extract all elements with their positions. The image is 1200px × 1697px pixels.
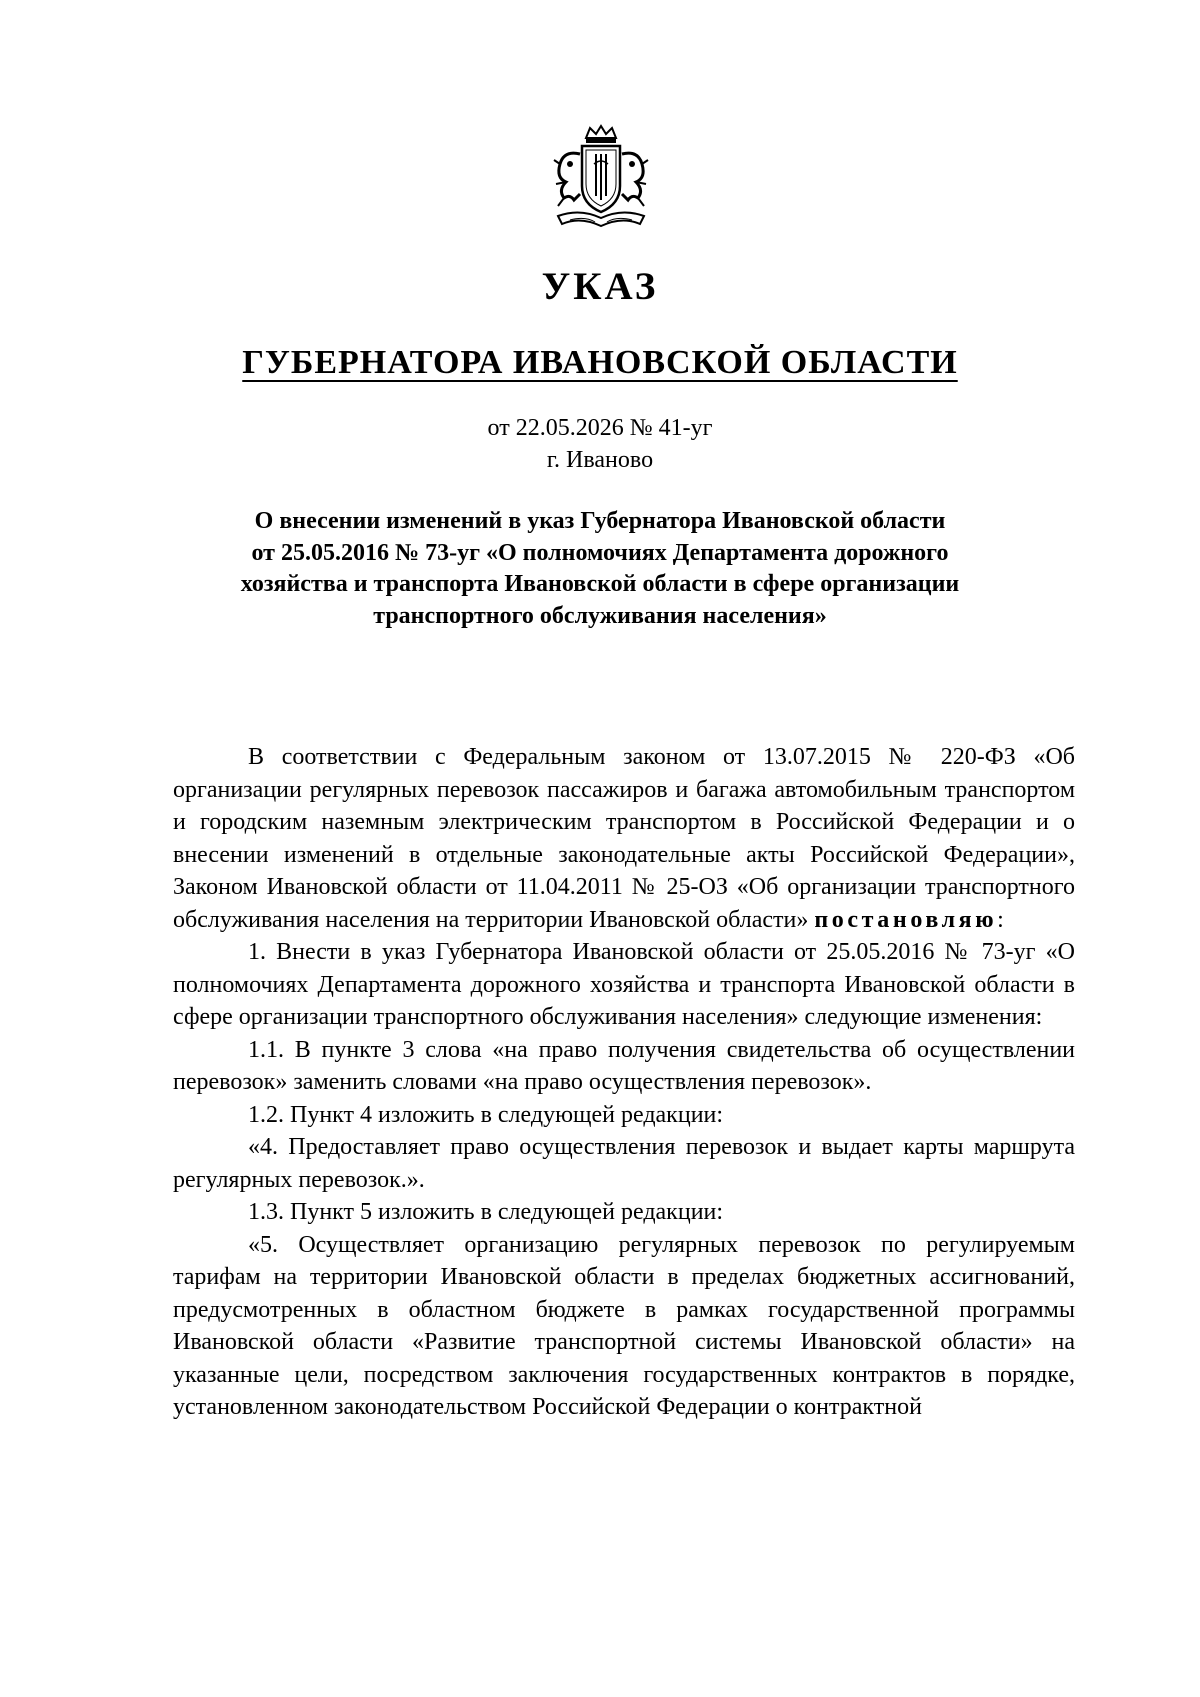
heading-line: от 25.05.2016 № 73-уг «О полномочиях Департамента дорожного — [251, 539, 949, 566]
heading-line: хозяйства и транспорта Ивановской области в сфере организации — [240, 571, 960, 597]
decree-word-suffix: : — [997, 906, 1004, 933]
decree-word: постановляю — [814, 906, 998, 933]
heading-line: транспортного обслуживания населения» — [373, 602, 827, 629]
decree-title: УКАЗ — [541, 265, 659, 308]
decree-place: г. Иваново — [546, 447, 654, 473]
issuer-title: ГУБЕРНАТОРА ИВАНОВСКОЙ ОБЛАСТИ — [242, 344, 958, 381]
decree-body — [173, 741, 1075, 1424]
item-paragraph: 1. Внести в указ Губернатора Ивановской области от 25.05.2016 № 73-уг «О полномочиях Департамента дорожного хозяйства и транспорта Ивановской области в сфере организации транспортного обслуживания населения» следующие изменения: — [173, 939, 1075, 1030]
item-paragraph: 1.1. В пункте 3 слова «на право получения свидетельства об осуществлении перевозок» заменить словами «на право осуществления перевозок». — [173, 1036, 1075, 1095]
item-paragraph: «5. Осуществляет организацию регулярных перевозок по регулируемым тарифам на территории Ивановской области в пределах бюджетных ассигнований, предусмотренных в областном бюджете в рамках государственной программы Ивановской области «Развитие транспортной системы Ивановской области» на указанные цели, посредством заключения государственных контрактов в порядке, установленном законодательством Российской Федерации о контрактной — [173, 1231, 1075, 1420]
item-paragraph: «4. Предоставляет право осуществления перевозок и выдает карты маршрута регулярных перевозок.». — [173, 1134, 1075, 1193]
heading-line: О внесении изменений в указ Губернатора Ивановской области — [254, 508, 946, 534]
decree-date-number: от 22.05.2026 № 41-уг — [487, 415, 713, 441]
decree-heading — [150, 506, 1050, 632]
preamble-paragraph — [173, 741, 1075, 936]
preamble-text: В соответствии с Федеральным законом от 13.07.2015 № 220-ФЗ «Об организации регулярных перевозок пассажиров и багажа автомобильным транспортом и городским наземным электрическим транспортом в Российской Федерации и о внесении изменений в отдельные законодательные акты Российской Федерации», Законом Ивановской области от 11.04.2011 № 25-ОЗ «Об организации транспортного обслуживания населения на территории Ивановской области» — [173, 744, 1075, 933]
coat-of-arms-emblem — [550, 124, 652, 232]
item-paragraph: 1.2. Пункт 4 изложить в следующей редакции: — [248, 1101, 724, 1128]
item-paragraph: 1.3. Пункт 5 изложить в следующей редакции: — [248, 1199, 724, 1225]
